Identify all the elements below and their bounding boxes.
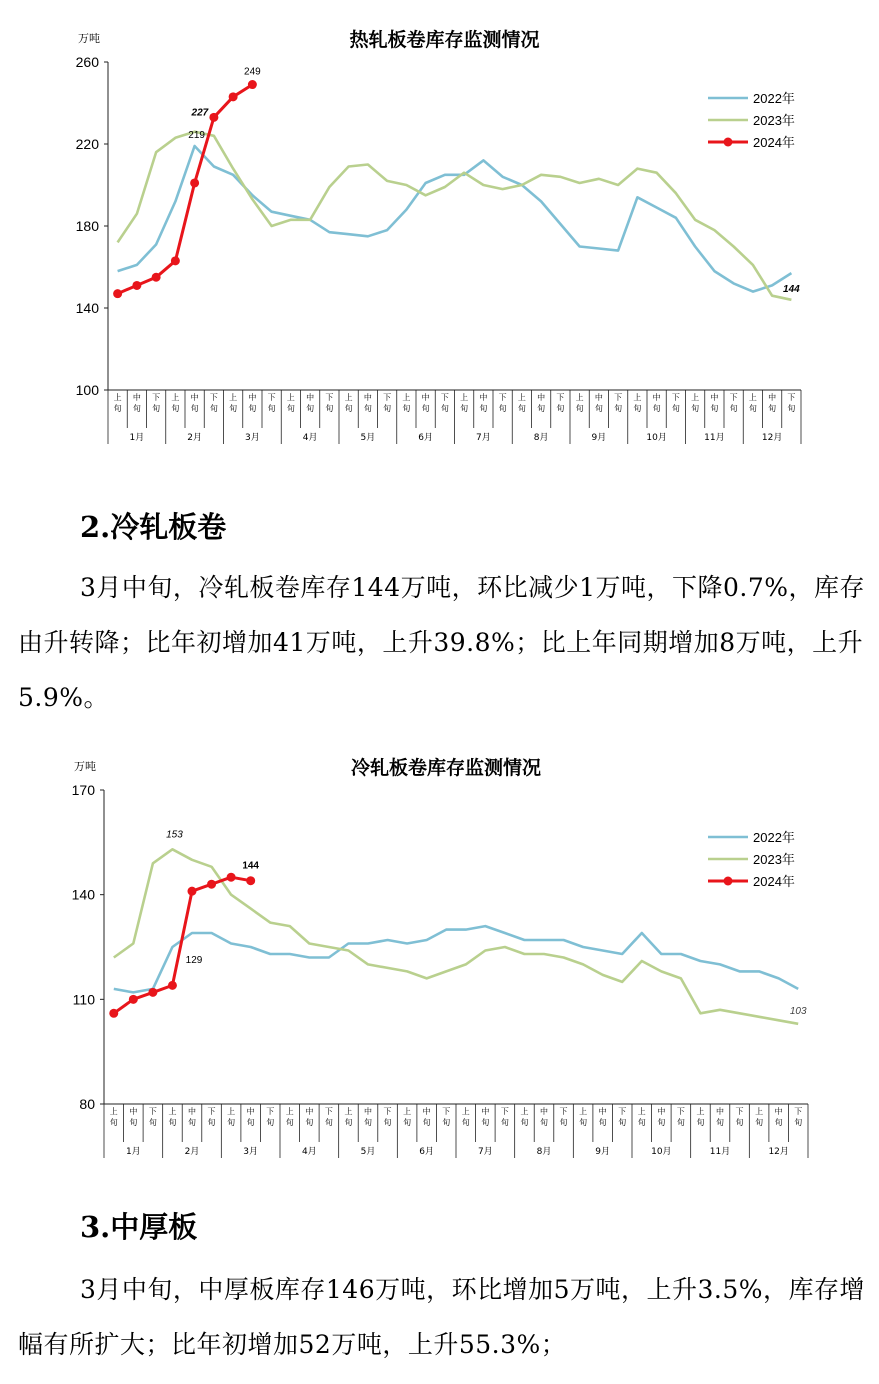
- x-tick-label: 上旬: [748, 393, 757, 413]
- section-heading-plate: 3.中厚板: [80, 1210, 198, 1244]
- x-tick-label: 下旬: [207, 1107, 216, 1127]
- x-tick-label: 上旬: [402, 393, 411, 413]
- y-axis-unit: 万吨: [78, 32, 100, 45]
- x-tick-label: 下旬: [671, 393, 680, 413]
- x-tick-label: 上旬: [109, 1107, 118, 1127]
- x-tick-label: 下旬: [383, 393, 392, 413]
- month-label: 7月: [477, 1147, 493, 1157]
- x-tick-label: 下旬: [787, 393, 796, 413]
- data-point: [207, 880, 216, 889]
- x-tick-label: 上旬: [755, 1107, 764, 1127]
- x-tick-label: 上旬: [460, 393, 469, 413]
- legend-label: 2024年: [753, 874, 795, 889]
- month-label: 2月: [184, 1147, 200, 1157]
- data-point: [190, 178, 199, 187]
- x-tick-label: 下旬: [325, 393, 334, 413]
- x-tick-label: 上旬: [344, 393, 353, 413]
- data-label: 144: [783, 283, 800, 295]
- data-label: 249: [244, 66, 261, 78]
- x-tick-label: 上旬: [575, 393, 584, 413]
- data-point: [109, 1009, 118, 1018]
- month-label: 12月: [768, 1147, 789, 1157]
- x-tick-label: 下旬: [618, 1107, 627, 1127]
- data-point: [229, 92, 238, 101]
- x-tick-label: 上旬: [579, 1107, 588, 1127]
- x-tick-label: 下旬: [614, 393, 623, 413]
- hot-rolled-chart-svg: [0, 20, 879, 443]
- x-tick-label: 中旬: [716, 1107, 724, 1127]
- month-label: 6月: [418, 433, 433, 443]
- month-label: 8月: [536, 1147, 552, 1157]
- x-tick-label: 中旬: [421, 393, 430, 413]
- x-tick-label: 下旬: [729, 393, 738, 413]
- y-tick-label: 170: [71, 782, 95, 798]
- cold-rolled-chart: [0, 748, 879, 1157]
- y-tick-label: 220: [75, 136, 99, 152]
- legend-marker: [724, 877, 733, 886]
- x-tick-label: 上旬: [344, 1107, 353, 1127]
- data-label: 129: [185, 955, 203, 967]
- x-tick-label: 上旬: [285, 1107, 294, 1127]
- month-label: 3月: [245, 433, 260, 443]
- x-tick-label: 中旬: [657, 1107, 666, 1127]
- month-label: 10月: [646, 433, 667, 443]
- x-tick-label: 上旬: [517, 393, 526, 413]
- x-tick-label: 中旬: [768, 393, 777, 413]
- x-tick-label: 中旬: [305, 1107, 314, 1127]
- legend-label: 2022年: [753, 830, 795, 845]
- x-tick-label: 上旬: [286, 393, 295, 413]
- data-label: 227: [191, 107, 209, 119]
- month-label: 12月: [761, 433, 783, 443]
- x-tick-label: 中旬: [188, 1107, 196, 1127]
- legend-label: 2023年: [753, 113, 795, 128]
- data-point: [148, 988, 157, 997]
- x-tick-label: 上旬: [691, 393, 700, 413]
- month-label: 8月: [533, 433, 549, 443]
- x-tick-label: 下旬: [383, 1107, 392, 1127]
- x-tick-label: 上旬: [403, 1107, 412, 1127]
- month-label: 4月: [301, 1147, 317, 1157]
- x-tick-label: 下旬: [676, 1107, 685, 1127]
- cold-rolled-chart-svg: [0, 748, 879, 1157]
- x-tick-label: 中旬: [594, 393, 603, 413]
- x-tick-label: 上旬: [171, 393, 180, 413]
- x-tick-label: 上旬: [633, 393, 642, 413]
- data-point: [132, 281, 141, 290]
- data-point: [129, 995, 138, 1004]
- data-point: [209, 113, 218, 122]
- data-label: 103: [789, 1005, 807, 1017]
- x-tick-label: 中旬: [710, 393, 719, 413]
- y-tick-label: 140: [71, 886, 95, 903]
- x-tick-label: 下旬: [559, 1107, 568, 1127]
- x-tick-label: 中旬: [537, 393, 546, 413]
- y-tick-label: 140: [75, 300, 99, 316]
- month-label: 11月: [709, 1147, 731, 1157]
- x-tick-label: 中旬: [540, 1107, 548, 1127]
- x-tick-label: 下旬: [794, 1107, 803, 1127]
- x-tick-label: 下旬: [152, 393, 161, 413]
- legend-label: 2024年: [753, 135, 795, 150]
- data-point: [188, 887, 197, 896]
- data-point: [152, 273, 161, 282]
- x-tick-label: 上旬: [637, 1107, 646, 1127]
- month-label: 6月: [419, 1147, 435, 1157]
- month-label: 9月: [595, 1147, 611, 1157]
- month-label: 9月: [591, 433, 607, 443]
- legend-marker: [724, 138, 733, 147]
- series-line-0: [114, 926, 798, 992]
- x-tick-label: 下旬: [442, 1107, 451, 1127]
- month-label: 2月: [187, 433, 202, 443]
- legend-label: 2022年: [753, 91, 795, 106]
- x-tick-label: 上旬: [113, 393, 122, 413]
- month-label: 1月: [129, 433, 145, 443]
- month-label: 11月: [704, 433, 725, 443]
- series-line-0: [118, 146, 792, 292]
- x-tick-label: 中旬: [652, 393, 661, 413]
- x-tick-label: 中旬: [248, 393, 257, 413]
- x-tick-label: 中旬: [132, 393, 141, 413]
- x-tick-label: 下旬: [556, 393, 565, 413]
- x-tick-label: 上旬: [227, 1107, 236, 1127]
- x-tick-label: 上旬: [461, 1107, 470, 1127]
- x-tick-label: 上旬: [696, 1107, 705, 1127]
- x-tick-label: 下旬: [267, 393, 276, 413]
- y-tick-label: 100: [75, 382, 99, 398]
- y-tick-label: 260: [75, 54, 99, 70]
- x-tick-label: 上旬: [229, 393, 238, 413]
- y-tick-label: 80: [79, 1096, 95, 1112]
- x-tick-label: 下旬: [148, 1107, 157, 1127]
- x-tick-label: 下旬: [324, 1107, 333, 1127]
- x-tick-label: 下旬: [209, 393, 218, 413]
- month-label: 5月: [360, 1147, 376, 1157]
- x-tick-label: 中旬: [129, 1107, 138, 1127]
- section-heading-cold-rolled: 2.冷轧板卷: [80, 510, 227, 544]
- month-label: 1月: [125, 1147, 141, 1157]
- plate-paragraph: 3月中旬，中厚板库存146万吨，环比增加5万吨，上升3.5%，库存增幅有所扩大；比年初增加52万吨，上升55.3%；: [18, 1275, 866, 1359]
- y-tick-label: 180: [75, 218, 99, 234]
- x-tick-label: 中旬: [422, 1107, 431, 1127]
- month-label: 3月: [243, 1147, 259, 1157]
- x-tick-label: 中旬: [479, 393, 488, 413]
- month-label: 7月: [476, 433, 491, 443]
- y-axis-unit: 万吨: [74, 760, 96, 773]
- x-tick-label: 下旬: [735, 1107, 744, 1127]
- month-label: 10月: [651, 1147, 672, 1157]
- data-label: 144: [242, 860, 260, 872]
- x-tick-label: 下旬: [266, 1107, 275, 1127]
- data-label: 153: [166, 829, 183, 841]
- x-tick-label: 下旬: [500, 1107, 509, 1127]
- chart-title: 热轧板卷库存监测情况: [349, 29, 540, 51]
- month-label: 4月: [302, 433, 318, 443]
- data-point: [113, 289, 122, 298]
- y-tick-label: 110: [72, 991, 95, 1008]
- data-point: [227, 873, 236, 882]
- hot-rolled-chart: [0, 20, 879, 443]
- x-tick-label: 上旬: [168, 1107, 177, 1127]
- series-line-1: [118, 132, 792, 300]
- data-point: [248, 80, 257, 89]
- chart-title: 冷轧板卷库存监测情况: [350, 757, 542, 779]
- x-tick-label: 中旬: [246, 1107, 255, 1127]
- x-tick-label: 中旬: [774, 1107, 783, 1127]
- data-point: [168, 981, 177, 990]
- data-point: [171, 256, 180, 265]
- data-label: 219: [188, 130, 205, 142]
- x-tick-label: 下旬: [440, 393, 449, 413]
- x-tick-label: 中旬: [363, 393, 372, 413]
- x-tick-label: 中旬: [306, 393, 315, 413]
- x-tick-label: 下旬: [498, 393, 507, 413]
- x-tick-label: 中旬: [190, 393, 199, 413]
- x-tick-label: 中旬: [364, 1107, 372, 1127]
- month-label: 5月: [360, 433, 376, 443]
- x-tick-label: 中旬: [598, 1107, 607, 1127]
- x-tick-label: 上旬: [520, 1107, 529, 1127]
- legend-label: 2023年: [753, 852, 795, 867]
- x-tick-label: 中旬: [481, 1107, 490, 1127]
- data-point: [246, 876, 255, 885]
- cold-rolled-paragraph: 3月中旬，冷轧板卷库存144万吨，环比减少1万吨，下降0.7%，库存由升转降；比年初增加41万吨，上升39.8%；比上年同期增加8万吨，上升5.9%。: [18, 573, 866, 712]
